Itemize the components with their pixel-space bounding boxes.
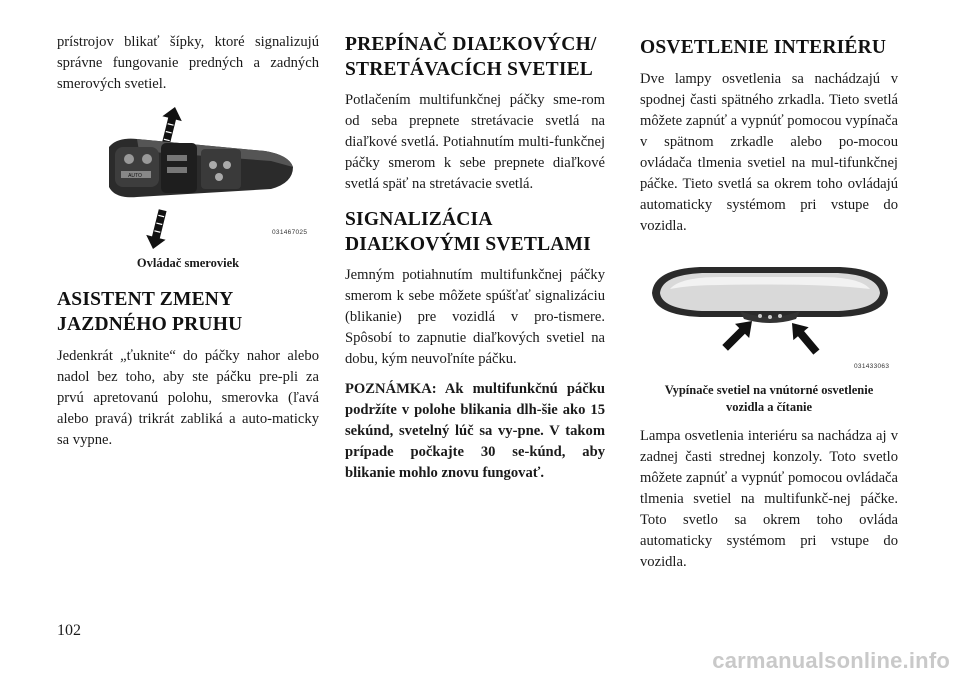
column-right: [640, 32, 898, 573]
section-heading-flash-to-pass: [345, 207, 605, 257]
column-left: [57, 32, 319, 451]
heading-line: DIAĽKOVÝMI SVETLAMI: [345, 234, 591, 255]
figure-caption: Ovládač smeroviek: [136, 256, 240, 270]
rearview-mirror-illustration: [640, 253, 898, 378]
rearview-mirror-figure: [640, 253, 898, 378]
heading-line: JAZDNÉHO PRUHU: [57, 314, 243, 335]
mirror-icon: [652, 267, 888, 323]
heading-line: ASISTENT ZMENY: [57, 289, 234, 310]
note-paragraph: POZNÁMKA: Ak multifunkčnú páčku podržíte v polohe blikania dlh-šie ako 15 sekúnd, svetelný lúč sa vy-pne. V takom prípade počkajte 30 se-kúnd, aby blikanie mohlo znovu fungovať.: [345, 381, 605, 481]
lane-change-paragraph: Jedenkrát „ťuknite“ do páčky nahor alebo nadol bez toho, aby ste páčku pre-pli za prvú apretovanú polohu, smerovka (ľavá alebo pravá) trikrát zabliká a auto-maticky sa vypne.: [57, 348, 319, 448]
beam-switch-paragraph: Potlačením multifunkčnej páčky sme-rom od seba prepnete stretávacie svetlá na diaľkové svetlá. Potiahnutím multi-funkčnej páčky smerom k sebe prepnete diaľkové svetlá späť na stretávacie svetlá.: [345, 92, 605, 192]
caption-line: vozidla a čítanie: [725, 400, 813, 414]
multifunction-lever-icon: [109, 139, 293, 198]
turn-signal-lever-figure: [57, 103, 319, 253]
watermark: carmanualsonline.info: [712, 648, 950, 673]
heading-line: PREPÍNAČ DIAĽKOVÝCH/: [345, 34, 597, 55]
down-arrow-icon: [143, 208, 172, 252]
section-heading-lane-change: [57, 287, 319, 337]
interior-lighting-paragraph: Dve lampy osvetlenia sa nachádzajú v spodnej časti spätného zrkadla. Tieto svetlá môžete zapnúť a vypnúť pomocou vypínača v spätnom zrkadle alebo po-mocou ovládača tlmenia svetiel na mul-tifunkčnej páčke. Tieto svetlá sa okrem toho ovládajú automaticky systémom pri vstupe do vozidla.: [640, 71, 898, 234]
right-pointer-arrow-icon: [784, 317, 824, 359]
intro-paragraph: prístrojov blikať šípky, ktoré signalizujú správne fungovanie predných a zadných smerových svetiel.: [57, 34, 319, 92]
page-number: 102: [57, 622, 81, 639]
figure-code: 031433063: [854, 363, 890, 370]
section-heading-beam-switch: [345, 32, 605, 82]
section-heading-interior-lighting: OSVETLENIE INTERIÉRU: [640, 37, 887, 58]
caption-line: Vypínače svetiel na vnútorné osvetlenie: [664, 383, 874, 397]
flash-to-pass-paragraph: Jemným potiahnutím multifunkčnej páčky smerom k sebe môžete spúšťať signalizáciu (blikanie) pre vozidlá v pro-tismere. Spôsobí to zapnutie diaľkových svetiel na dobu, kým neuvoľníte páčku.: [345, 267, 605, 367]
figure-code: 031467025: [272, 229, 308, 236]
console-lamp-paragraph: Lampa osvetlenia interiéru sa nachádza aj v zadnej časti strednej konzoly. Toto svetlo môžete zapnúť a vypnúť pomocou ovládača tlmenia svetiel na multifunkč-nej páčke. Toto svetlo sa okrem toho ovláda automaticky systémom pri vstupe do vozidla.: [640, 428, 898, 570]
column-middle: [345, 32, 605, 484]
heading-line: SIGNALIZÁCIA: [345, 209, 493, 230]
heading-line: STRETÁVACÍCH SVETIEL: [345, 59, 594, 80]
figure-caption: [640, 382, 898, 416]
svg-text:AUTO: AUTO: [128, 173, 142, 179]
